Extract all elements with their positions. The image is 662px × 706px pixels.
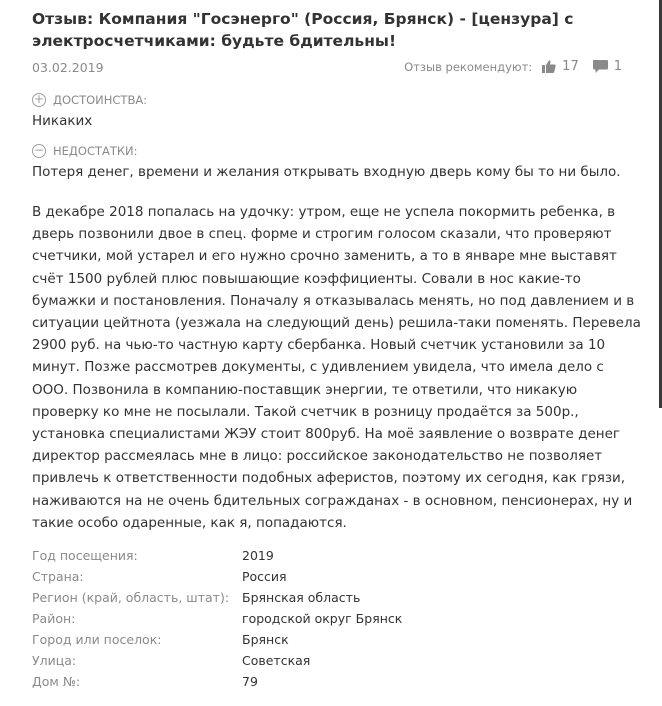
minus-circle-icon: −: [33, 143, 45, 157]
detail-value: Брянская область: [242, 590, 361, 605]
detail-value: 2019: [242, 548, 274, 563]
scrollbar[interactable]: [658, 0, 662, 706]
detail-row: [32, 629, 402, 650]
review-date: 03.02.2019: [32, 60, 104, 75]
detail-label: Дом №:: [32, 674, 81, 689]
detail-row: [32, 545, 402, 566]
detail-label: Год посещения:: [32, 548, 138, 563]
comments-count: 1: [613, 59, 622, 74]
detail-value: Брянск: [242, 632, 289, 647]
pros-header: [32, 93, 147, 107]
detail-row: [32, 650, 402, 671]
thumbs-up-icon[interactable]: [542, 60, 556, 73]
pros-label: ДОСТОИНСТВА:: [53, 93, 148, 107]
detail-label: Район:: [32, 611, 76, 626]
detail-value: Россия: [242, 569, 287, 584]
likes-count: 17: [562, 59, 579, 74]
detail-label: Страна:: [32, 569, 84, 584]
cons-header: [32, 144, 138, 158]
detail-value: Советская: [242, 653, 311, 668]
detail-row: [32, 587, 402, 608]
review-title: Отзыв: Компания "Госэнерго" (Россия, Брянск) - [цензура] с электросчетчиками: будьте бдительны!: [32, 10, 574, 50]
review-details: [32, 545, 402, 692]
review-body: В декабре 2018 попалась на удочку: утром, еще не успела покормить ребенка, в дверь позвонили двое в спец. форме и строгим голосом сказали, что проверяют счетчики, мой устарел и его нужно срочно заменить, а то в январе мне выставят счёт 1500 рублей плюс повышающие коэффициенты. Совали в нос какие-то бумажки и постановления. Поначалу я отказывалась менять, но под давлением и в ситуации цейтнота (уезжала на следующий день) решила-таки поменять. Перевела 2900 руб. на чью-то частную карту сбербанка. Новый счетчик установили за 10 минут. Позже рассмотрев документы, с удивлением увидела, что имела дело с ООО. Позвонила в компанию-поставщик энергии, те ответили, что никакую проверку ко мне не посылали. Такой счетчик в розницу продаётся за 500р., установка специалистами ЖЭУ стоит 800руб. На моё заявление о возврате денег директор рассмеялась мне в лицо: российское законодательство не позволяет привлечь к ответственности подобных аферистов, поэтому их сегодня, как грязи, наживаются на не очень бдительных согражданах - в основном, пенсионерах, ну и такие особо одаренные, как я, попадаются.: [32, 204, 641, 531]
detail-value: городской округ Брянск: [242, 611, 403, 626]
recommend-label: Отзыв рекомендуют:: [404, 59, 533, 74]
cons-text: Потеря денег, времени и желания открывать входную дверь кому бы то ни было.: [32, 164, 621, 180]
detail-row: [32, 566, 402, 587]
cons-label: НЕДОСТАТКИ:: [53, 144, 138, 158]
detail-row: [32, 671, 402, 692]
plus-circle-icon: +: [33, 92, 45, 106]
detail-label: Регион (край, область, штат):: [32, 590, 230, 605]
comment-icon[interactable]: [593, 60, 608, 73]
pros-text: Никаких: [32, 113, 93, 129]
detail-label: Улица:: [32, 653, 77, 668]
detail-value: 79: [242, 674, 258, 689]
detail-label: Город или поселок:: [32, 632, 162, 647]
detail-row: [32, 608, 402, 629]
recommend-bar: [404, 59, 622, 74]
